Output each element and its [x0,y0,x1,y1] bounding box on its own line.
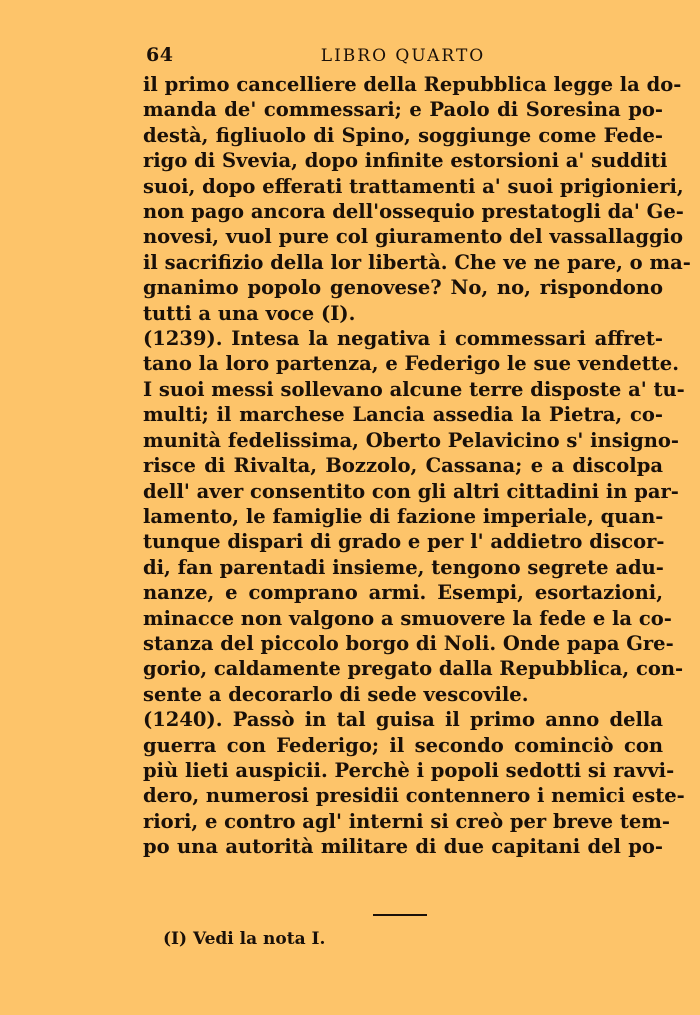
text-line: dero, numerosi presidii contennero i nemici este- [143,784,685,808]
text-line: guerra con Federigo; il secondo cominciò con [143,733,663,757]
text-line: sente a decorarlo di sede vescovile. [143,682,529,706]
text-line: riori, e contro agl' interni si creò per breve tem- [143,809,670,833]
text-line: gorio, caldamente pregato dalla Repubblica, con- [143,657,684,681]
text-line: I suoi messi sollevano alcune terre disposte a' tu- [143,377,685,401]
text-line: munità fedelissima, Oberto Pelavicino s' insigno- [143,428,679,452]
text-line: più lieti auspicii. Perchè i popoli sedotti si ravvi- [143,758,675,782]
text-line: tutti a una voce (I). [143,301,356,325]
page-header [146,44,660,74]
text-line: (1239). Intesa la negativa i commessari affret- [143,327,663,351]
body-text [143,72,691,860]
text-line: minacce non valgono a smuovere la fede e la co- [143,606,672,630]
text-line: tano la loro partenza, e Federigo le sue vendette. [143,352,680,376]
footnote-rule [373,914,427,916]
text-line: il primo cancelliere della Repubblica legge la do- [143,73,682,96]
text-line: suoi, dopo efferati trattamenti a' suoi prigionieri, [143,174,684,198]
text-line: dell' aver consentito con gli altri cittadini in par- [143,479,679,503]
text-line: di, fan parentadi insieme, tengono segrete adu- [143,555,664,579]
text-line: nanze, e comprano armi. Esempi, esortazioni, [143,581,663,605]
text-line: destà, figliuolo di Spino, soggiunge come Fede- [143,123,663,147]
text-line: manda de' commessari; e Paolo di Soresina po- [143,98,663,122]
text-line: multi; il marchese Lancia assedia la Pietra, co- [143,403,663,427]
page-number: 64 [146,44,174,66]
text-line: tunque dispari di grado e per l' addietro discor- [143,530,665,554]
text-line: rigo di Svevia, dopo infinite estorsioni a' sudditi [143,149,668,173]
running-head: LIBRO QUARTO [320,46,486,66]
text-line: (1240). Passò in tal guisa il primo anno della [143,708,663,732]
text-line: gnanimo popolo genovese? No, no, rispondono [143,276,663,300]
text-line: non pago ancora dell'ossequio prestatogli da' Ge- [143,200,684,224]
text-line: novesi, vuol pure col giuramento del vassallaggio [143,225,684,249]
text-line: risce di Rivalta, Bozzolo, Cassana; e a discolpa [143,454,663,478]
text-line: po una autorità militare di due capitani del po- [143,835,663,859]
footnote: (I) Vedi la nota I. [163,929,326,949]
text-line: stanza del piccolo borgo di Noli. Onde papa Gre- [143,631,674,655]
text-line: lamento, le famiglie di fazione imperiale, quan- [143,504,664,528]
text-line: il sacrifizio della lor libertà. Che ve ne pare, o ma- [143,250,691,274]
